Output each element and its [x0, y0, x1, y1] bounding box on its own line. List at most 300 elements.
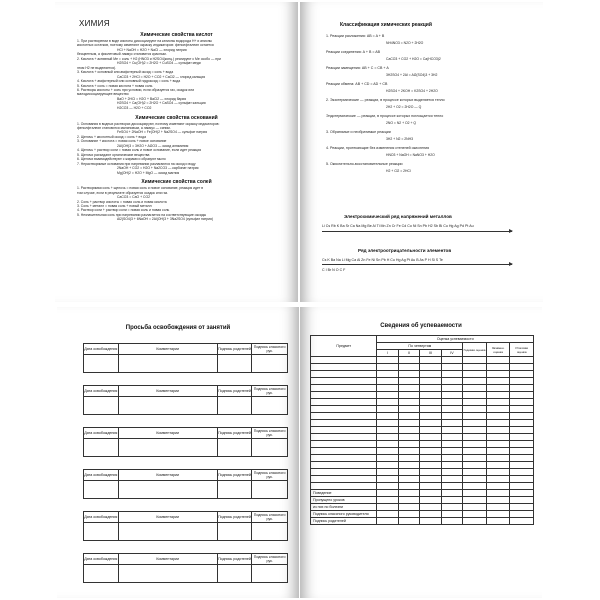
grade-cell[interactable]	[486, 378, 510, 385]
grade-cell[interactable]	[377, 434, 398, 441]
release-header-cell: Подпись классного рук.	[253, 345, 286, 353]
release-entry-cell[interactable]	[218, 481, 253, 498]
grade-cell[interactable]	[311, 399, 377, 406]
grade-cell[interactable]	[510, 364, 534, 371]
release-block	[83, 427, 288, 459]
release-entry-cell[interactable]	[119, 565, 218, 582]
grade-cell[interactable]	[377, 497, 398, 504]
metal-series-title: Электрохимический ряд напряжений металлов	[344, 214, 452, 219]
subject-row	[311, 434, 534, 441]
release-entry-cell[interactable]	[218, 397, 253, 414]
grade-cell[interactable]	[486, 427, 510, 434]
summary-label: Поведение	[311, 490, 377, 497]
grade-cell[interactable]	[398, 462, 419, 469]
grade-cell[interactable]	[463, 462, 487, 469]
summary-row	[311, 490, 534, 497]
grade-cell[interactable]	[420, 434, 441, 441]
grade-cell[interactable]	[420, 357, 441, 364]
release-block	[83, 553, 288, 585]
grade-cell[interactable]	[377, 413, 398, 420]
quarter-header: III	[420, 350, 441, 357]
grade-cell[interactable]	[420, 406, 441, 413]
chemistry-page-right	[300, 2, 543, 302]
release-entry-cell[interactable]	[84, 355, 119, 372]
grade-cell[interactable]	[486, 490, 510, 497]
release-entry-cell[interactable]	[119, 355, 218, 372]
grade-cell[interactable]	[510, 448, 534, 455]
release-header-cell: Дата освобождения	[84, 344, 119, 354]
grade-cell[interactable]	[311, 371, 377, 378]
grade-cell[interactable]	[486, 483, 510, 490]
grade-cell[interactable]	[420, 476, 441, 483]
grade-cell[interactable]	[398, 448, 419, 455]
grade-cell[interactable]	[510, 441, 534, 448]
grade-cell[interactable]	[311, 364, 377, 371]
grade-cell[interactable]	[377, 490, 398, 497]
grade-cell[interactable]	[486, 469, 510, 476]
section-line: 2. Щелочь + кислотный оксид = соль + вода	[77, 135, 146, 139]
grade-cell[interactable]	[510, 378, 534, 385]
grade-cell[interactable]	[463, 399, 487, 406]
grade-cell[interactable]	[510, 469, 534, 476]
grade-cell[interactable]	[420, 371, 441, 378]
subject-row	[311, 455, 534, 462]
section-line: 1. При растворении в воде кислоты диссоциируют на катионы водорода H+ и анионы	[77, 39, 212, 43]
release-entry-cell[interactable]	[84, 439, 119, 456]
grade-cell[interactable]	[441, 504, 462, 511]
grade-cell[interactable]	[441, 511, 462, 518]
grade-cell[interactable]	[441, 483, 462, 490]
subject-row	[311, 378, 534, 385]
release-block-header	[83, 385, 288, 397]
metal-series-arrow	[322, 231, 512, 232]
reaction-type: 5. Окислительно-восстановительные реакции	[326, 162, 403, 166]
release-entry-cell[interactable]	[218, 355, 253, 372]
grade-cell[interactable]	[420, 490, 441, 497]
grade-cell[interactable]	[441, 413, 462, 420]
grades-header: Оценка успеваемости	[377, 336, 534, 343]
grade-cell[interactable]	[510, 518, 534, 525]
grade-cell[interactable]	[398, 378, 419, 385]
formula-line: FeSO4 + 2NaOH = Fe(OH)2 + Na2SO4 — сульфат натрия	[117, 130, 208, 135]
grade-cell[interactable]	[420, 483, 441, 490]
grade-cell[interactable]	[420, 413, 441, 420]
grade-cell[interactable]	[463, 497, 487, 504]
grade-cell[interactable]	[377, 357, 398, 364]
grade-cell[interactable]	[398, 518, 419, 525]
grade-cell[interactable]	[311, 420, 377, 427]
grade-cell[interactable]	[463, 378, 487, 385]
release-entry-cell[interactable]	[119, 523, 218, 540]
section-line: 2. Соль + раствор кислоты = новая соль и новая кислота	[77, 199, 167, 204]
grade-cell[interactable]	[463, 427, 487, 434]
grade-cell[interactable]	[463, 448, 487, 455]
grade-cell[interactable]	[377, 448, 398, 455]
electroneg-arrow	[322, 264, 512, 265]
grade-cell[interactable]	[377, 392, 398, 399]
grade-cell[interactable]	[398, 385, 419, 392]
grade-cell[interactable]	[420, 364, 441, 371]
grade-cell[interactable]	[311, 455, 377, 462]
grade-cell[interactable]	[463, 406, 487, 413]
grade-cell[interactable]	[377, 441, 398, 448]
section-line: 3. Кислота + основный или амфотерный оксид = соль + вода	[77, 70, 174, 75]
section-line: 5. Незначительная соль при нагревании разлагается на соответствующие оксиды	[77, 212, 207, 217]
grade-cell[interactable]	[486, 406, 510, 413]
grade-cell[interactable]	[463, 504, 487, 511]
reaction-formula: 3H2SO4 + 2Al = Al2(SO4)3 + 3H2	[386, 73, 438, 77]
grade-cell[interactable]	[398, 483, 419, 490]
grade-cell[interactable]	[377, 399, 398, 406]
summary-label: Подпись родителей	[311, 518, 377, 525]
grade-cell[interactable]	[441, 497, 462, 504]
grade-cell[interactable]	[311, 427, 377, 434]
grade-cell[interactable]	[441, 490, 462, 497]
grade-cell[interactable]	[486, 497, 510, 504]
grade-cell[interactable]	[311, 469, 377, 476]
grade-cell[interactable]	[420, 518, 441, 525]
release-header-cell: Дата освобождения	[84, 512, 119, 522]
formula-line: Al2(SO4)3 + 6NaOH = 2Al(OH)3 + 3Na2SO4 (сульфат натрия)	[117, 217, 213, 222]
grade-cell[interactable]	[441, 378, 462, 385]
grade-cell[interactable]	[441, 434, 462, 441]
release-block	[83, 469, 288, 501]
grade-cell[interactable]	[377, 518, 398, 525]
grade-cell[interactable]	[377, 504, 398, 511]
release-header-cell: Подпись классного рук.	[253, 471, 286, 479]
grade-cell[interactable]	[463, 490, 487, 497]
grade-cell[interactable]	[441, 462, 462, 469]
grade-cell[interactable]	[510, 511, 534, 518]
section-line: 4. Щелочь + раствор соли = новая соль и новое основание, если идет реакция	[77, 148, 202, 153]
grade-cell[interactable]	[311, 378, 377, 385]
grade-cell[interactable]	[510, 490, 534, 497]
page-title: ХИМИЯ	[79, 19, 110, 28]
grade-cell[interactable]	[398, 490, 419, 497]
subject-row	[311, 385, 534, 392]
grade-cell[interactable]	[377, 385, 398, 392]
grade-cell[interactable]	[486, 357, 510, 364]
formula-line: 2Al(OH)3 = 3H2O + Al2O3 — оксид алюминия	[117, 143, 189, 148]
grade-cell[interactable]	[486, 448, 510, 455]
grade-cell[interactable]	[510, 483, 534, 490]
release-header-cell: Подпись родителей	[218, 428, 253, 438]
grade-cell[interactable]	[420, 469, 441, 476]
grade-cell[interactable]	[463, 371, 487, 378]
grade-cell[interactable]	[377, 476, 398, 483]
grade-cell[interactable]	[420, 385, 441, 392]
grade-cell[interactable]	[377, 378, 398, 385]
release-block-header	[83, 343, 288, 355]
grade-cell[interactable]	[441, 476, 462, 483]
release-header-cell: Подпись родителей	[218, 344, 253, 354]
release-block-header	[83, 511, 288, 523]
grade-cell[interactable]	[486, 434, 510, 441]
release-entry-cell[interactable]	[84, 481, 119, 498]
metal-series: Li Cs Rb K Ba Sr Ca Na Mg Be Al Ti Mn Zn Cr Fe Cd Co Ni Sn Pb H2 Sb Bi Cu Hg Ag Pd Pt Au	[322, 224, 474, 228]
section-line: 6. Растворы кислоты + соль при условии, если образуется газ, осадок или	[77, 88, 195, 92]
grade-cell[interactable]	[377, 469, 398, 476]
release-block-body	[83, 355, 288, 373]
release-block-header	[83, 469, 288, 481]
release-block-header	[83, 427, 288, 439]
grade-cell[interactable]	[377, 455, 398, 462]
grade-cell[interactable]	[486, 420, 510, 427]
summary-row	[311, 518, 534, 525]
grade-cell[interactable]	[311, 357, 377, 364]
grade-cell[interactable]	[398, 413, 419, 420]
subject-row	[311, 483, 534, 490]
grade-cell[interactable]	[486, 364, 510, 371]
grade-cell[interactable]	[486, 455, 510, 462]
section-line: 7. Нерастворимые основания при нагревании разлагаются на оксид и воду	[77, 161, 196, 166]
grade-cell[interactable]	[398, 371, 419, 378]
grade-cell[interactable]	[311, 476, 377, 483]
grade-cell[interactable]	[398, 497, 419, 504]
grade-cell[interactable]	[463, 441, 487, 448]
grade-cell[interactable]	[510, 434, 534, 441]
grade-cell[interactable]	[377, 420, 398, 427]
subject-row	[311, 364, 534, 371]
grade-cell[interactable]	[420, 511, 441, 518]
grade-cell[interactable]	[398, 364, 419, 371]
grade-cell[interactable]	[441, 399, 462, 406]
grade-cell[interactable]	[441, 455, 462, 462]
release-block-body	[83, 523, 288, 541]
release-entry-cell[interactable]	[218, 565, 253, 582]
grade-cell[interactable]	[398, 504, 419, 511]
grade-cell[interactable]	[510, 455, 534, 462]
grade-cell[interactable]	[377, 364, 398, 371]
grade-cell[interactable]	[463, 385, 487, 392]
subject-row	[311, 462, 534, 469]
release-block	[83, 343, 288, 375]
reaction-formula: H2 + Cl2 = 2HCl	[386, 169, 411, 173]
grade-cell[interactable]	[510, 504, 534, 511]
grade-cell[interactable]	[311, 392, 377, 399]
release-entry-cell[interactable]	[119, 397, 218, 414]
grade-cell[interactable]	[463, 413, 487, 420]
grade-cell[interactable]	[420, 427, 441, 434]
release-entry-cell[interactable]	[252, 481, 287, 498]
grade-cell[interactable]	[377, 462, 398, 469]
grade-cell[interactable]	[441, 406, 462, 413]
section-line: 3. Соль + металл = новая соль + новый металл	[77, 204, 152, 208]
section-line: 6. Щелочи взаимодействуют с жирами и образуют мыло	[77, 157, 166, 162]
grade-cell[interactable]	[463, 434, 487, 441]
grade-cell[interactable]	[486, 385, 510, 392]
grade-cell[interactable]	[441, 448, 462, 455]
release-entry-cell[interactable]	[119, 481, 218, 498]
grade-cell[interactable]	[398, 392, 419, 399]
grade-cell[interactable]	[510, 357, 534, 364]
grade-cell[interactable]	[311, 441, 377, 448]
grade-cell[interactable]	[420, 399, 441, 406]
electroneg-series-2: C I Br N O C F	[322, 268, 346, 272]
grade-cell[interactable]	[311, 483, 377, 490]
grade-cell[interactable]	[377, 406, 398, 413]
grade-cell[interactable]	[441, 518, 462, 525]
release-header-cell: Подпись родителей	[218, 470, 253, 480]
subject-row	[311, 392, 534, 399]
release-block-body	[83, 439, 288, 457]
grade-cell[interactable]	[398, 399, 419, 406]
quarter-header: I	[377, 350, 398, 357]
subject-row	[311, 441, 534, 448]
grade-cell[interactable]	[510, 497, 534, 504]
release-header-cell: Дата освобождения	[84, 386, 119, 396]
grade-cell[interactable]	[510, 476, 534, 483]
grade-cell[interactable]	[398, 441, 419, 448]
grade-cell[interactable]	[463, 483, 487, 490]
release-header-cell: Дата освобождения	[84, 470, 119, 480]
grade-cell[interactable]	[486, 504, 510, 511]
release-entry-cell[interactable]	[252, 565, 287, 582]
grade-cell[interactable]	[311, 406, 377, 413]
reaction-formula: NH4NO3 = N2O + 2H2O	[386, 41, 424, 45]
release-block-body	[83, 397, 288, 415]
grade-cell[interactable]	[510, 427, 534, 434]
release-block-header	[83, 553, 288, 565]
grade-cell[interactable]	[398, 469, 419, 476]
subject-row	[311, 357, 534, 364]
release-entry-cell[interactable]	[252, 355, 287, 372]
electroneg-series: Cs K Ba Na Li Mg Ca Al Zn Fe Ni Sn Pb H Cu Hg Ag Pt Au B As P H Si S Te	[322, 258, 443, 262]
release-header-cell: Подпись родителей	[218, 554, 253, 564]
release-block-body	[83, 565, 288, 583]
grade-cell[interactable]	[420, 441, 441, 448]
grade-cell[interactable]	[510, 420, 534, 427]
grade-cell[interactable]	[398, 406, 419, 413]
subject-row	[311, 448, 534, 455]
grade-col-header: Годовая оценка	[463, 343, 487, 357]
section-heading: Химические свойства солей	[141, 179, 212, 186]
grades-table	[310, 335, 534, 525]
release-entry-cell[interactable]	[252, 397, 287, 414]
grade-cell[interactable]	[486, 371, 510, 378]
subject-row	[311, 413, 534, 420]
grade-cell[interactable]	[463, 357, 487, 364]
grade-cell[interactable]	[398, 511, 419, 518]
grade-cell[interactable]	[510, 462, 534, 469]
grade-cell[interactable]	[420, 462, 441, 469]
section-line: 2. Кислота + активный Ме = соль + H2 (HNO3 и H2SO4(конц.) реагируют с Ме особо — при	[77, 56, 221, 61]
grade-cell[interactable]	[311, 385, 377, 392]
grade-cell[interactable]	[463, 364, 487, 371]
release-entry-cell[interactable]	[119, 439, 218, 456]
grade-cell[interactable]	[420, 378, 441, 385]
grade-cell[interactable]	[486, 476, 510, 483]
formula-line: 2NaOH + CO2 = H2O + Na2CO3 — карбонат натрия	[117, 166, 199, 170]
chemistry-page-left	[55, 2, 298, 302]
section-line: 5. Кислота + соль = новая кислота + новая соль	[77, 83, 153, 88]
grade-cell[interactable]	[510, 392, 534, 399]
grades-title: Сведения об успеваемости	[380, 323, 462, 329]
grade-cell[interactable]	[441, 420, 462, 427]
grade-cell[interactable]	[311, 462, 377, 469]
release-entry-cell[interactable]	[218, 439, 253, 456]
section-line: кислотных остатков, поэтому изменяют окраску индикаторов: фенолфталеин остается	[77, 43, 214, 48]
grade-cell[interactable]	[463, 476, 487, 483]
grade-cell[interactable]	[441, 357, 462, 364]
subject-row	[311, 469, 534, 476]
grade-cell[interactable]	[486, 413, 510, 420]
grade-cell[interactable]	[463, 420, 487, 427]
grade-cell[interactable]	[398, 455, 419, 462]
grade-cell[interactable]	[441, 441, 462, 448]
grade-cell[interactable]	[510, 413, 534, 420]
grade-cell[interactable]	[377, 371, 398, 378]
grade-cell[interactable]	[463, 469, 487, 476]
release-entry-cell[interactable]	[84, 397, 119, 414]
grade-cell[interactable]	[311, 434, 377, 441]
grade-cell[interactable]	[486, 399, 510, 406]
grade-cell[interactable]	[441, 371, 462, 378]
grade-cell[interactable]	[420, 497, 441, 504]
grade-cell[interactable]	[311, 448, 377, 455]
formula-line: H2CO3 — H2O + CO2	[117, 106, 152, 110]
grade-cell[interactable]	[398, 427, 419, 434]
grade-cell[interactable]	[377, 483, 398, 490]
grade-cell[interactable]	[420, 420, 441, 427]
grade-cell[interactable]	[486, 392, 510, 399]
grade-cell[interactable]	[420, 392, 441, 399]
grade-cell[interactable]	[486, 511, 510, 518]
grade-cell[interactable]	[510, 399, 534, 406]
grade-cell[interactable]	[510, 406, 534, 413]
grade-cell[interactable]	[463, 518, 487, 525]
reaction-type: 4. Реакции, протекающие без изменения степеней окисления	[326, 146, 430, 150]
formula-line: Mg(OH)2 = H2O + MgO — оксид магния	[117, 170, 180, 175]
subject-row	[311, 420, 534, 427]
release-entry-cell[interactable]	[84, 565, 119, 582]
grade-cell[interactable]	[398, 357, 419, 364]
release-header-cell: Комментарии	[119, 512, 218, 522]
reaction-formula: HNO3 + NaOH = NaNO3 + H2O	[386, 153, 435, 157]
grade-cell[interactable]	[398, 434, 419, 441]
release-header-cell: Комментарии	[119, 554, 218, 564]
grade-cell[interactable]	[377, 427, 398, 434]
grade-cell[interactable]	[420, 455, 441, 462]
release-entry-cell[interactable]	[218, 523, 253, 540]
grade-cell[interactable]	[441, 364, 462, 371]
grade-cell[interactable]	[420, 504, 441, 511]
grade-cell[interactable]	[486, 518, 510, 525]
release-entry-cell[interactable]	[252, 523, 287, 540]
grade-cell[interactable]	[486, 441, 510, 448]
grade-cell[interactable]	[486, 462, 510, 469]
summary-row	[311, 497, 534, 504]
grade-cell[interactable]	[463, 511, 487, 518]
grade-cell[interactable]	[441, 469, 462, 476]
grade-cell[interactable]	[398, 476, 419, 483]
grade-cell[interactable]	[463, 392, 487, 399]
grade-cell[interactable]	[510, 385, 534, 392]
release-entry-cell[interactable]	[84, 523, 119, 540]
reaction-formula: H2SO4 + 2KOH = K2SO4 + 2H2O	[386, 89, 438, 93]
grade-cell[interactable]	[510, 371, 534, 378]
grade-cell[interactable]	[398, 420, 419, 427]
grade-cell[interactable]	[441, 385, 462, 392]
grade-cell[interactable]	[463, 455, 487, 462]
grade-cell[interactable]	[420, 448, 441, 455]
grade-cell[interactable]	[311, 413, 377, 420]
grade-cell[interactable]	[441, 392, 462, 399]
grade-cell[interactable]	[377, 511, 398, 518]
grade-col-header: Экзамен. оценка	[486, 343, 510, 357]
grade-cell[interactable]	[441, 427, 462, 434]
release-entry-cell[interactable]	[252, 439, 287, 456]
